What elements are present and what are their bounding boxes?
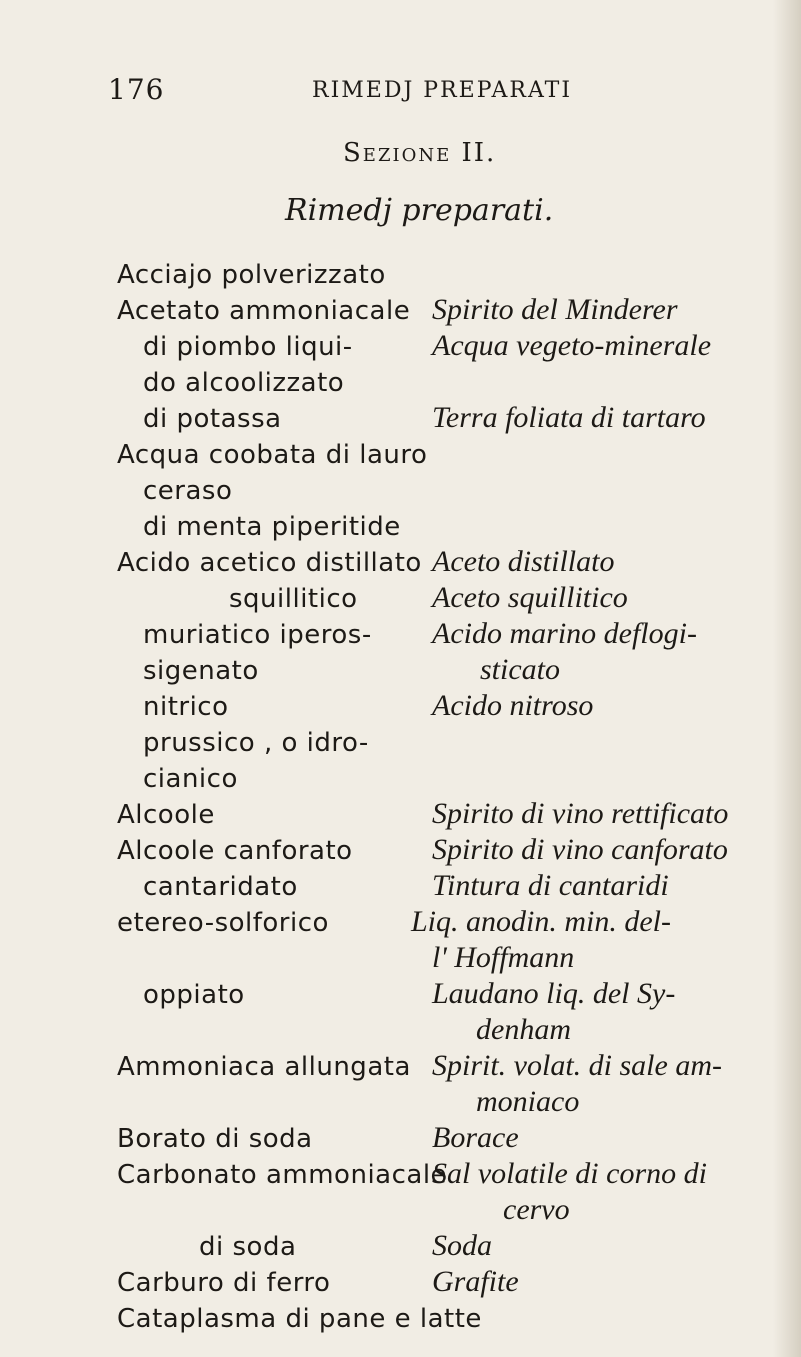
remedy-name: Borato di soda [117, 1124, 313, 1154]
remedy-synonym: Laudano liq. del Sy- [432, 977, 676, 1010]
remedy-name: Alcoole canforato [117, 836, 353, 866]
remedy-synonym: sticato [480, 653, 560, 686]
remedy-name: di menta piperitide [143, 512, 401, 542]
remedy-synonym: Acqua vegeto-minerale [432, 329, 712, 362]
remedy-name: ceraso [143, 476, 233, 506]
remedy-name: nitrico [143, 692, 229, 722]
remedy-synonym: Spirito del Minderer [432, 293, 678, 326]
remedy-name: di soda [199, 1232, 297, 1262]
remedy-synonym: Borace [432, 1121, 519, 1154]
remedy-synonym: Spirito di vino canforato [432, 833, 728, 866]
remedy-name: Carbonato ammoniacale [117, 1160, 448, 1190]
section-title: Rimedj preparati. [285, 193, 554, 228]
remedy-synonym: Sal volatile di corno di [432, 1157, 707, 1190]
remedy-synonym: Tintura di cantaridi [432, 869, 669, 902]
remedy-synonym: l' Hoffmann [432, 941, 575, 974]
remedy-name: Ammoniaca allungata [117, 1052, 411, 1082]
remedy-name: Carburo di ferro [117, 1268, 331, 1298]
remedy-name: muriatico iperos- [143, 620, 372, 650]
remedy-name: prussico , o idro- [143, 728, 369, 758]
running-title: RIMEDJ PREPARATI [312, 78, 573, 103]
remedy-synonym: Aceto squillitico [432, 581, 628, 614]
remedy-name: Acqua coobata di lauro [117, 440, 428, 470]
remedy-synonym: Spirit. volat. di sale am- [432, 1049, 722, 1082]
remedy-synonym: Acido nitroso [432, 689, 594, 722]
page-edge-shadow [773, 0, 801, 1357]
page-number: 176 [108, 73, 165, 106]
remedy-name: do alcoolizzato [143, 368, 345, 398]
remedy-name: cantaridato [143, 872, 298, 902]
remedy-name: etereo-solforico [117, 908, 329, 938]
remedy-name: Alcoole [117, 800, 215, 830]
remedy-name: Acido acetico distillato [117, 548, 422, 578]
remedy-name: Acciajo polverizzato [117, 260, 386, 290]
remedy-name: cianico [143, 764, 238, 794]
remedy-name: Cataplasma di pane e latte [117, 1304, 482, 1334]
remedy-synonym: Liq. anodin. min. del- [411, 905, 671, 938]
remedy-synonym: moniaco [476, 1085, 580, 1118]
remedy-synonym: cervo [503, 1193, 570, 1226]
remedy-name: di piombo liqui- [143, 332, 353, 362]
remedy-name: squillitico [229, 584, 358, 614]
remedy-name: Acetato ammoniacale [117, 296, 411, 326]
remedy-synonym: denham [476, 1013, 571, 1046]
remedy-name: oppiato [143, 980, 245, 1010]
remedy-synonym: Acido marino deflogi- [432, 617, 697, 650]
remedy-name: sigenato [143, 656, 259, 686]
remedy-synonym: Grafite [432, 1265, 519, 1298]
remedy-name: di potassa [143, 404, 282, 434]
remedy-synonym: Spirito di vino rettificato [432, 797, 729, 830]
remedy-synonym: Soda [432, 1229, 492, 1262]
section-label: Sezione II. [343, 138, 497, 168]
remedy-synonym: Terra foliata di tartaro [432, 401, 706, 434]
remedy-synonym: Aceto distillato [432, 545, 615, 578]
